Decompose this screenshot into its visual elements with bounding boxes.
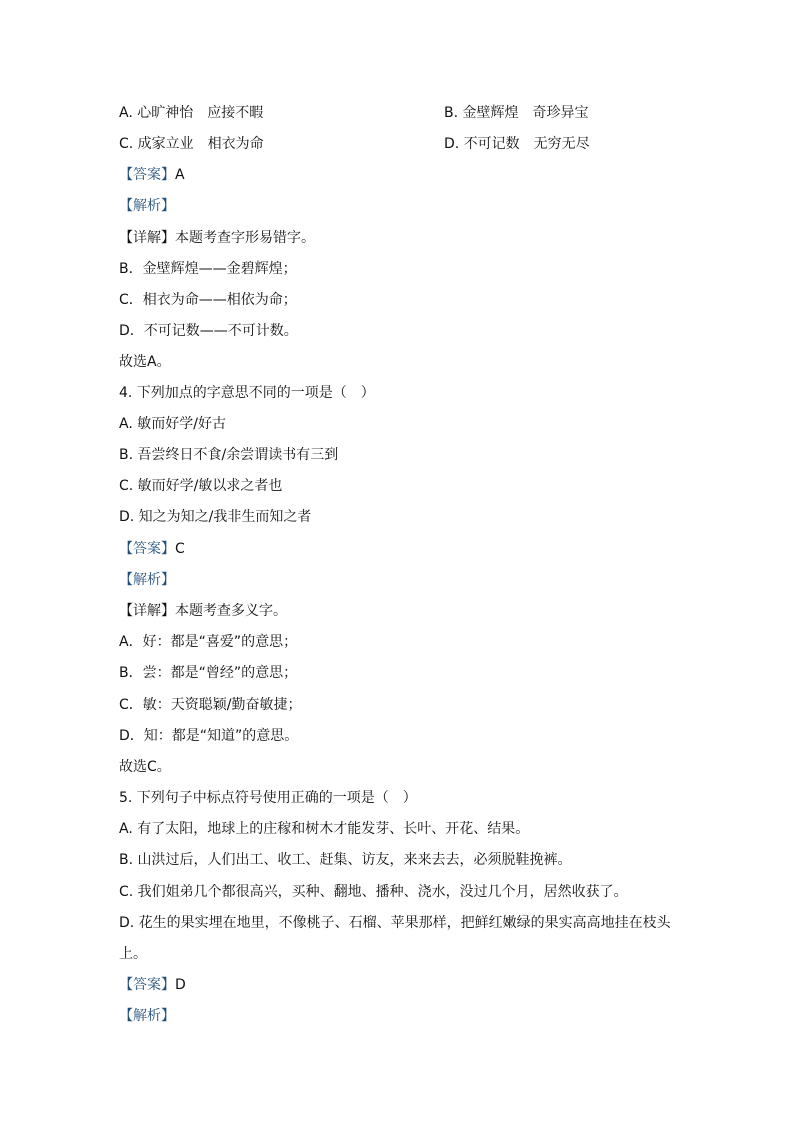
q3-conclusion: 故选A。 [119,354,171,370]
q5-stem: 5. 下列句子中标点符号使用正确的一项是（ ） [119,790,417,806]
q3-option-c: C. 成家立业 相衣为命 [119,136,264,152]
q4-option-a: A. 敏而好学/好古 [119,416,226,432]
q4-detail-b: B．尝：都是“曾经”的意思； [119,665,298,681]
q4-detail-intro: 【详解】本题考查多义字。 [119,603,287,619]
q3-detail-c: C．相衣为命——相依为命； [119,292,297,308]
answer-value: C [175,541,185,557]
q3-detail-intro: 【详解】本题考查字形易错字。 [119,230,315,246]
q4-conclusion: 故选C。 [119,759,171,775]
q3-detail-b: B．金壁辉煌——金碧辉煌； [119,261,297,277]
q4-detail-d: D．知：都是“知道”的意思。 [119,728,299,744]
q3-option-b: B. 金壁辉煌 奇珍异宝 [444,105,589,121]
q5-analysis-heading: 【解析】 [119,1008,175,1024]
q4-detail-c: C．敏：天资聪颖/勤奋敏捷； [119,697,302,713]
answer-value: D [175,977,186,993]
q5-option-b: B. 山洪过后，人们出工、收工、赶集、访友，来来去去，必须脱鞋挽裤。 [119,852,572,868]
q5-option-c: C. 我们姐弟几个都很高兴，买种、翻地、播种、浇水，没过几个月，居然收获了。 [119,884,628,900]
q5-option-d: D. 花生的果实埋在地里，不像桃子、石榴、苹果那样，把鲜红嫩绿的果实高高地挂在枝头上。 [119,915,671,962]
q4-analysis-heading: 【解析】 [119,572,175,588]
answer-label: 【答案】 [119,167,175,183]
q4-option-c: C. 敏而好学/敏以求之者也 [119,478,283,494]
q4-answer [119,539,185,559]
answer-label: 【答案】 [119,541,175,557]
answer-value: A [175,167,185,183]
q3-option-a: A. 心旷神怡 应接不暇 [119,105,264,121]
q3-analysis-heading: 【解析】 [119,198,175,214]
q5-option-a: A. 有了太阳，地球上的庄稼和树木才能发芽、长叶、开花、结果。 [119,821,530,837]
q4-option-d: D. 知之为知之/我非生而知之者 [119,509,312,525]
q3-detail-d: D．不可记数——不可计数。 [119,323,298,339]
q4-detail-a: A．好：都是“喜爱”的意思； [119,634,298,650]
q4-stem: 4. 下列加点的字意思不同的一项是（ ） [119,385,375,401]
q4-option-b: B. 吾尝终日不食/余尝谓读书有三到 [119,447,339,463]
q5-answer [119,975,186,995]
q3-option-d: D. 不可记数 无穷无尽 [444,136,590,152]
answer-label: 【答案】 [119,977,175,993]
q3-answer [119,165,185,185]
